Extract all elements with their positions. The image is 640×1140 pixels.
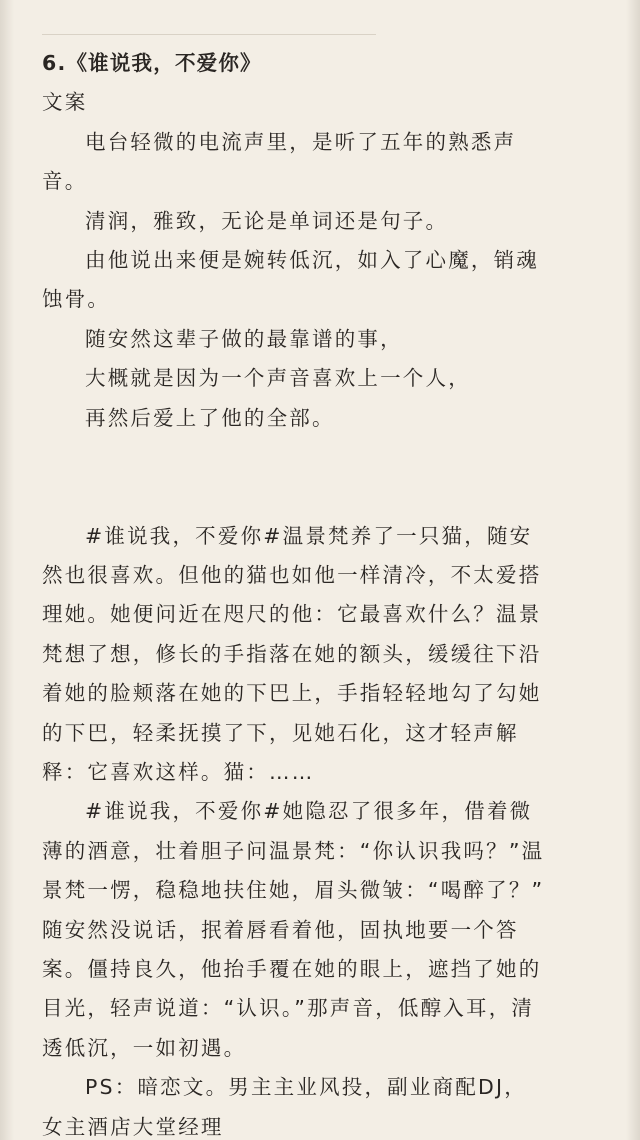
top-divider xyxy=(42,34,376,35)
paragraph-1-line: 的下巴，轻柔抚摸了下，见她石化，这才轻声解 xyxy=(42,720,519,745)
copy-line: 再然后爱上了他的全部。 xyxy=(85,405,335,430)
paragraph-2-line: 目光，轻声说道：“认识。”那声音，低醇入耳，清 xyxy=(42,996,535,1021)
copy-line: 电台轻微的电流声里，是听了五年的熟悉声 xyxy=(85,129,517,154)
copy-line: 由他说出来便是婉转低沉，如入了心魔，销魂 xyxy=(85,247,539,272)
paragraph-1-line: 释：它喜欢这样。猫：…… xyxy=(42,760,315,785)
paragraph-2-line: 薄的酒意，壮着胆子问温景梵：“你认识我吗？”温 xyxy=(42,838,545,863)
paragraph-2-line: 案。僵持良久，他抬手覆在她的眼上，遮挡了她的 xyxy=(42,956,542,981)
copy-line: 随安然这辈子做的最靠谱的事， xyxy=(85,326,403,351)
paragraph-2-line: #谁说我，不爱你#她隐忍了很多年，借着微 xyxy=(85,799,533,824)
paragraph-1-line: 梵想了想，修长的手指落在她的额头，缓缓往下沿 xyxy=(42,641,542,666)
section-label: 文案 xyxy=(42,90,88,115)
ps-line: 女主酒店大堂经理 xyxy=(42,1114,224,1139)
paragraph-gap xyxy=(42,438,602,477)
page-shadow-left xyxy=(0,0,14,1140)
copy-line: 大概就是因为一个声音喜欢上一个人， xyxy=(85,366,471,391)
book-title: 6.《谁说我，不爱你》 xyxy=(42,51,262,75)
page-shadow-right xyxy=(626,0,640,1140)
paragraph-gap xyxy=(42,477,602,516)
paragraph-1-line: 然也很喜欢。但他的猫也如他一样清冷，不太爱搭 xyxy=(42,563,542,588)
paragraph-1-line: #谁说我，不爱你#温景梵养了一只猫，随安 xyxy=(85,523,533,548)
paragraph-1-line: 着她的脸颊落在她的下巴上，手指轻轻地勾了勾她 xyxy=(42,681,542,706)
paragraph-1-line: 理她。她便问近在咫尺的他：它最喜欢什么？温景 xyxy=(42,602,542,627)
paragraph-2-line: 景梵一愣，稳稳地扶住她，眉头微皱：“喝醉了？” xyxy=(42,878,545,903)
paragraph-2-line: 透低沉，一如初遇。 xyxy=(42,1035,247,1060)
article-body xyxy=(42,44,602,1140)
ps-line: PS：暗恋文。男主主业风投，副业商配DJ， xyxy=(85,1075,527,1100)
paragraph-2-line: 随安然没说话，抿着唇看着他，固执地要一个答 xyxy=(42,917,519,942)
copy-line: 清润，雅致，无论是单词还是句子。 xyxy=(85,208,449,233)
copy-line: 蚀骨。 xyxy=(42,287,111,312)
copy-line: 音。 xyxy=(42,169,88,194)
